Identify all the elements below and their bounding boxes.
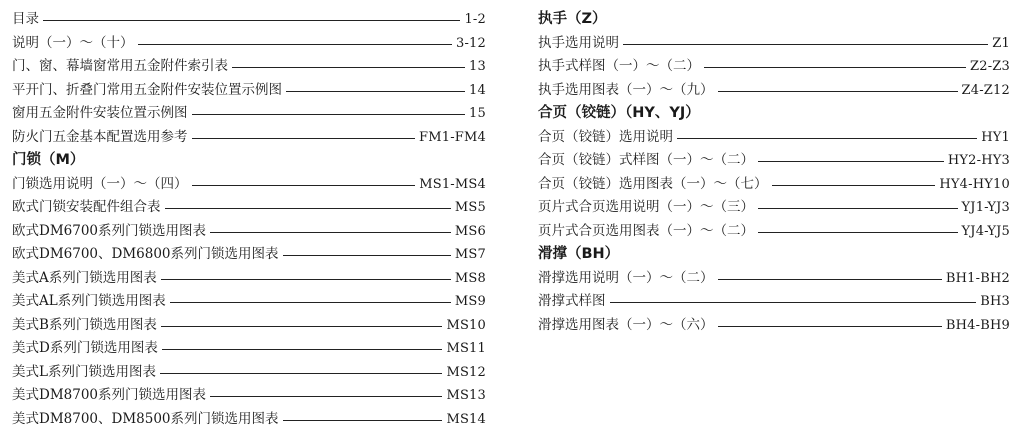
leader-line [286,91,465,92]
entry-title: 目录 [12,11,39,27]
toc-entry [538,220,1010,244]
leader-line [758,208,958,209]
entry-page: MS12 [446,364,486,380]
toc-entry [12,196,486,220]
entry-page: 1-2 [464,12,486,27]
leader-line [718,326,942,327]
entry-title: 美式DM8700、DM8500系列门锁选用图表 [12,410,279,427]
leader-line [283,255,451,256]
entry-title: 执手式样图（一）～（二） [538,58,700,74]
entry-page: MS10 [446,317,486,333]
toc-right-column [538,8,1010,337]
toc-entry [12,55,486,79]
leader-line [718,91,958,92]
leader-line [772,185,936,186]
entry-title: 美式D系列门锁选用图表 [12,340,158,356]
entry-page: BH3 [980,294,1010,309]
entry-title: 页片式合页选用说明（一）～（三） [538,199,754,215]
toc-entry [538,314,1010,338]
toc-entry [12,126,486,150]
leader-line [210,232,451,233]
entry-title: 滑撑式样图 [538,293,606,309]
entry-page: 3-12 [455,35,486,51]
leader-line [161,326,443,327]
entry-page: Z4-Z12 [961,82,1010,98]
entry-title: 合页（铰链）选用图表（一）～（七） [538,175,768,192]
leader-line [718,279,942,280]
leader-line [162,349,443,350]
entry-page: MS13 [446,388,486,403]
toc-entry [12,220,486,244]
toc-entry [12,243,486,267]
leader-line [758,232,958,233]
entry-title: 窗用五金附件安装位置示例图 [12,105,188,121]
entry-page: 14 [469,82,486,98]
entry-page: HY4-HY10 [939,176,1010,192]
entry-title: 滑撑选用图表（一）～（六） [538,316,714,333]
toc-entry [538,267,1010,291]
entry-title: 欧式DM6700系列门锁选用图表 [12,222,207,239]
toc-entry [538,173,1010,197]
leader-line [165,208,451,209]
entry-page: MS6 [454,223,486,239]
toc-entry [12,408,486,432]
leader-line [43,20,460,21]
toc-entry [538,196,1010,220]
entry-page: 13 [469,59,486,74]
toc-entry [12,384,486,408]
entry-title: 欧式门锁安装配件组合表 [12,199,161,215]
leader-line [704,67,966,68]
section-heading-handle: 执手（Z） [538,11,607,27]
entry-page: MS9 [454,294,486,309]
entry-title: 美式AL系列门锁选用图表 [12,293,166,309]
section-heading-stay: 滑撑（BH） [538,246,620,262]
entry-title: 平开门、折叠门常用五金附件安装位置示例图 [12,81,282,98]
toc-entry [12,314,486,338]
leader-line [758,161,944,162]
leader-line [192,185,416,186]
entry-page: MS11 [446,341,486,356]
entry-title: 美式DM8700系列门锁选用图表 [12,387,207,403]
entry-title: 执手选用说明 [538,34,619,51]
toc-left-column [12,8,486,431]
entry-page: YJ4-YJ5 [961,223,1010,239]
entry-page: MS8 [454,270,486,286]
leader-line [170,302,451,303]
entry-title: 防火门五金基本配置选用参考 [12,128,188,145]
entry-title: 说明（一）～（十） [12,34,134,51]
entry-title: 滑撑选用说明（一）～（二） [538,269,714,286]
leader-line [192,138,416,139]
leader-line [677,138,977,139]
entry-title: 美式B系列门锁选用图表 [12,316,157,333]
entry-title: 页片式合页选用图表（一）～（二） [538,222,754,239]
leader-line [160,373,442,374]
entry-page: MS5 [454,200,486,215]
entry-page: MS7 [454,247,486,262]
toc-entry [538,290,1010,314]
entry-page: YJ1-YJ3 [961,200,1010,215]
toc-entry [12,337,486,361]
toc-entry [12,8,486,32]
entry-page: BH1-BH2 [945,270,1010,286]
entry-page: FM1-FM4 [419,129,486,145]
entry-page: HY2-HY3 [947,153,1010,168]
entry-title: 美式L系列门锁选用图表 [12,363,156,380]
entry-title: 合页（铰链）式样图（一）～（二） [538,152,754,168]
entry-title: 执手选用图表（一）～（九） [538,81,714,98]
section-heading-hinge: 合页（铰链）（HY、YJ） [538,105,700,121]
entry-page: HY1 [981,129,1010,145]
entry-page: 15 [469,106,486,121]
entry-page: Z1 [992,35,1010,51]
entry-page: BH4-BH9 [945,317,1010,333]
toc-entry [12,79,486,103]
toc-entry [12,102,486,126]
entry-page: MS14 [446,411,486,427]
entry-title: 门锁选用说明（一）～（四） [12,175,188,192]
toc-entry [538,55,1010,79]
toc-entry [12,173,486,197]
toc-entry [538,79,1010,103]
toc-entry [12,290,486,314]
leader-line [210,396,442,397]
leader-line [610,302,977,303]
leader-line [232,67,465,68]
toc-entry [12,32,486,56]
section-heading-lock: 门锁（M） [12,152,85,168]
entry-title: 欧式DM6700、DM6800系列门锁选用图表 [12,246,279,262]
leader-line [283,420,443,421]
toc-entry [538,126,1010,150]
leader-line [138,44,452,45]
leader-line [192,114,466,115]
entry-title: 合页（铰链）选用说明 [538,128,673,145]
entry-page: Z2-Z3 [970,59,1010,74]
leader-line [161,279,451,280]
toc-entry [12,361,486,385]
leader-line [623,44,988,45]
entry-title: 门、窗、幕墙窗常用五金附件索引表 [12,58,228,74]
toc-entry [538,149,1010,173]
entry-title: 美式A系列门锁选用图表 [12,269,157,286]
toc-entry [12,267,486,291]
toc-entry [538,32,1010,56]
entry-page: MS1-MS4 [419,176,486,192]
